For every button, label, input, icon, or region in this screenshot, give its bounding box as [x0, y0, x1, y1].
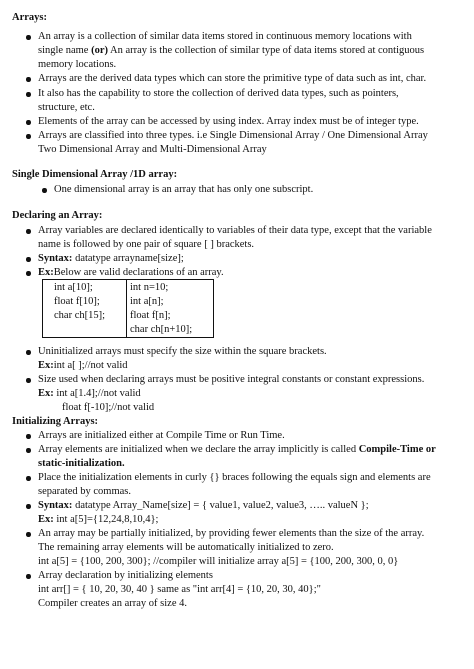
arrays-heading: Arrays:	[12, 12, 47, 23]
initializing-bullet-3: Place the initialization elements in curly {} braces following the equals sign and elements are	[38, 471, 431, 485]
declaring-syntax: Syntax: datatype arrayname[size];	[38, 252, 184, 266]
box-right-line-3: float f[n];	[130, 310, 171, 321]
single-dimensional-heading: Single Dimensional Array /1D array:	[12, 169, 178, 180]
declaring-example: Ex:Below are valid declarations of an array.	[38, 266, 224, 280]
declaring-example-2: Ex:int a[ ];//not valid	[38, 360, 128, 371]
bullet-icon	[26, 350, 31, 355]
box-divider	[126, 280, 127, 337]
declaring-bullet-1: Array variables are declared identically to variables of their data type, except that the variable	[38, 224, 432, 238]
bullet-icon	[42, 188, 47, 193]
declaring-uninitialized: Uninitialized arrays must specify the size within the square brackets.	[38, 345, 327, 359]
box-right-line-4: char ch[n+10];	[130, 324, 193, 335]
arrays-bullet-4: Elements of the array can be accessed by using index. Array index must be of integer type.	[38, 115, 419, 129]
arrays-bullet-2: Arrays are the derived data types which can store the primitive type of data such as int, char.	[38, 72, 426, 86]
bullet-icon	[26, 504, 31, 509]
initializing-bullet-4-line-3: int a[5] = {100, 200, 300}; //compiler will initialize array a[5] = {100, 200, 300, 0, 0}	[38, 556, 399, 567]
box-left-line-1: int a[10];	[54, 282, 93, 293]
bullet-icon	[26, 35, 31, 40]
initializing-bullet-4-line-2: The remaining array elements will be automatically initialized to zero.	[38, 542, 334, 553]
declaring-example-3-line-2: float f[-10];//not valid	[62, 402, 155, 413]
bullet-icon	[26, 532, 31, 537]
box-right-line-2: int a[n];	[130, 296, 164, 307]
declaring-heading: Declaring an Array:	[12, 210, 103, 221]
arrays-bullet-5-line-2: Two Dimensional Array and Multi-Dimensional Array	[38, 144, 267, 155]
box-left-line-2: float f[10];	[54, 296, 100, 307]
arrays-bullet-1: An array is a collection of similar data items stored in continuous memory locations with	[38, 30, 412, 44]
initializing-bullet-2-line-2: static-initialization.	[38, 458, 125, 469]
initializing-bullet-3-line-2: separated by commas.	[38, 486, 132, 497]
box-right-line-1: int n=10;	[130, 282, 169, 293]
initializing-bullet-5: Array declaration by initializing elements	[38, 569, 213, 583]
bullet-icon	[26, 257, 31, 262]
bullet-icon	[26, 134, 31, 139]
initializing-bullet-5-line-2: int arr[] = { 10, 20, 30, 40 } same as "int arr[4] = {10, 20, 30, 40};"	[38, 584, 321, 595]
bullet-icon	[26, 92, 31, 97]
initializing-bullet-4: An array may be partially initialized, by providing fewer elements than the size of the array.	[38, 527, 424, 541]
initializing-heading: Initializing Arrays:	[12, 416, 99, 427]
initializing-example: Ex: int a[5]={12,24,8,10,4};	[38, 514, 159, 525]
arrays-bullet-3-line-2: structure, etc.	[38, 102, 95, 113]
bullet-icon	[26, 120, 31, 125]
box-left-line-3: char ch[15];	[54, 310, 106, 321]
bullet-icon	[26, 574, 31, 579]
declaring-bullet-1-line-2: name is followed by one pair of square [ ] brackets.	[38, 239, 255, 250]
bullet-icon	[26, 434, 31, 439]
arrays-bullet-1-line-2: single name (or) An array is the collection of similar type of data items stored at contiguous	[38, 45, 425, 56]
bullet-icon	[26, 77, 31, 82]
arrays-bullet-1-line-3: memory locations.	[38, 59, 117, 70]
bullet-icon	[26, 448, 31, 453]
single-dimensional-bullet: One dimensional array is an array that has only one subscript.	[54, 183, 313, 197]
arrays-bullet-3: It also has the capability to store the collection of derived data types, such as pointers,	[38, 87, 399, 101]
initializing-bullet-5-line-3: Compiler creates an array of size 4.	[38, 598, 187, 609]
bullet-icon	[26, 271, 31, 276]
bullet-icon	[26, 476, 31, 481]
initializing-syntax: Syntax: datatype Array_Name[size] = { value1, value2, value3, ….. valueN };	[38, 499, 369, 513]
declaration-examples-box	[42, 279, 214, 338]
initializing-bullet-1: Arrays are initialized either at Compile Time or Run Time.	[38, 429, 285, 443]
arrays-bullet-5: Arrays are classified into three types. i.e Single Dimensional Array / One Dimensional Array	[38, 129, 428, 143]
declaring-example-3: Ex: int a[1.4];//not valid	[38, 388, 141, 399]
declaring-size-rule: Size used when declaring arrays must be positive integral constants or constant expressions.	[38, 373, 424, 387]
initializing-bullet-2: Array elements are initialized when we declare the array implicitly is called Compile-Time or	[38, 443, 436, 457]
bullet-icon	[26, 378, 31, 383]
bullet-icon	[26, 229, 31, 234]
